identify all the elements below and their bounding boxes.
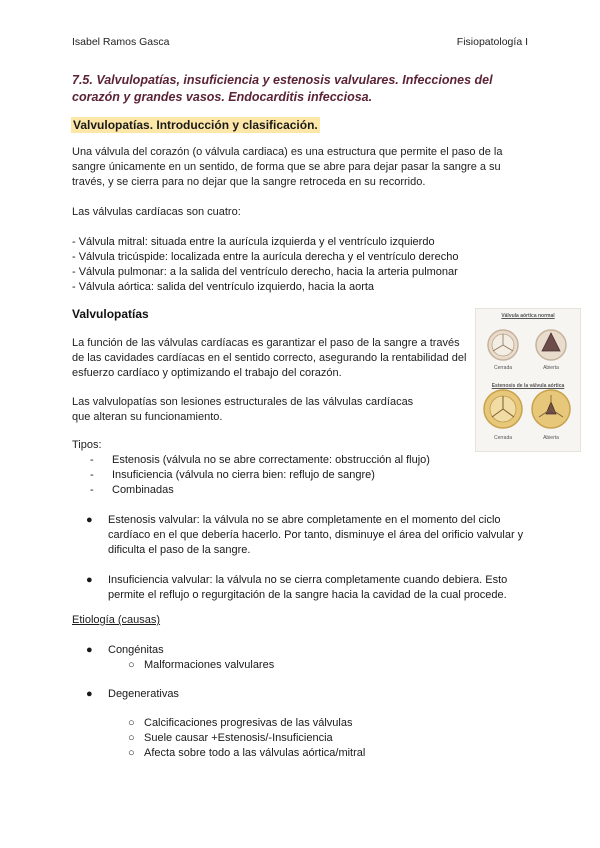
list-item: ● Estenosis valvular: la válvula no se abre completamente en el momento del ciclo cardíaco en el que debería hacerlo. Por tanto, disminuye el área del orificio valvular y dificulta el paso de la sangre. [86,514,524,556]
etiologia-degenerativas [86,687,546,702]
valves-count: Las válvulas cardíacas son cuatro: [72,206,241,218]
aortic-valve-figure [475,308,581,452]
list-item: ● Insuficiencia valvular: la válvula no se cierra completamente cuando debiera. Esto permite el reflujo o regurgitación de la sangre hacia la cavidad de la cual procede. [86,574,508,601]
valve-illustration [476,309,580,451]
intro-paragraph: Una válvula del corazón (o válvula cardiaca) es una estructura que permite el paso de la sangre únicamente en un sentido, de forma que se abre para dejar pasar la sangre a su través, y se cierra para no dejar que la sangre retroceda en su recorrido. [72,146,503,188]
header-author: Isabel Ramos Gasca [72,36,170,48]
caption-open-normal: Abierta [543,365,559,371]
list-item: - Insuficiencia (válvula no cierra bien: reflujo de sangre) [90,469,375,481]
degenerativas-items [128,716,588,761]
valves-list [72,235,532,295]
list-item: ○ Calcificaciones progresivas de las válvulas [128,717,353,729]
tipos-list [90,453,550,498]
list-item: ○ Malformaciones valvulares [128,659,275,671]
caption-closed-stenosis: Cerrada [493,435,513,441]
header-subject: Fisiopatología I [456,36,528,48]
etiologia-heading: Etiología (causas) [72,614,161,626]
list-item: - Estenosis (válvula no se abre correctamente: obstrucción al flujo) [90,454,430,466]
caption-open-stenosis: Abierta [543,435,559,441]
list-item: - Válvula pulmonar: a la salida del ventrículo derecho, hacia la arteria pulmonar [72,266,458,278]
list-item: ○ Afecta sobre todo a las válvulas aórtica/mitral [128,747,366,759]
figure-caption-normal: Válvula aórtica normal [501,313,555,319]
list-item: - Combinadas [90,484,174,496]
list-item: ● Congénitas [86,644,164,656]
list-item: - Válvula tricúspide: localizada entre la aurícula derecha y el ventrículo derecho [72,251,459,263]
list-item: ○ Suele causar +Estenosis/-Insuficiencia [128,732,333,744]
section-heading-valvulopatias: Valvulopatías [72,307,149,321]
page-title: 7.5. Valvulopatías, insuficiencia y estenosis valvulares. Infecciones del corazón y grandes vasos. Endocarditis infecciosa. [72,73,493,104]
list-item: ● Degenerativas [86,688,179,700]
definition-paragraph: Las valvulopatías son lesiones estructurales de las válvulas cardíacas que alteran su funcionamiento. [72,396,414,423]
function-paragraph: La función de las válvulas cardíacas es garantizar el paso de la sangre a través de las cavidades cardíacas en el sentido correcto, asegurando la rentabilidad del esfuerzo cardíaco y optimizando el trabajo del corazón. [72,337,467,379]
section-heading-intro: Valvulopatías. Introducción y clasificación. [73,118,318,132]
bullet-list [86,513,532,603]
figure-caption-stenosis: Estenosis de la válvula aórtica [491,383,565,389]
list-item: - Válvula mitral: situada entre la aurícula izquierda y el ventrículo izquierdo [72,236,435,248]
list-item: - Válvula aórtica: salida del ventrículo izquierdo, hacia la aorta [72,281,375,293]
caption-closed-normal: Cerrada [493,365,513,371]
etiologia-congenitas [86,643,546,673]
tipos-label: Tipos: [72,439,102,451]
